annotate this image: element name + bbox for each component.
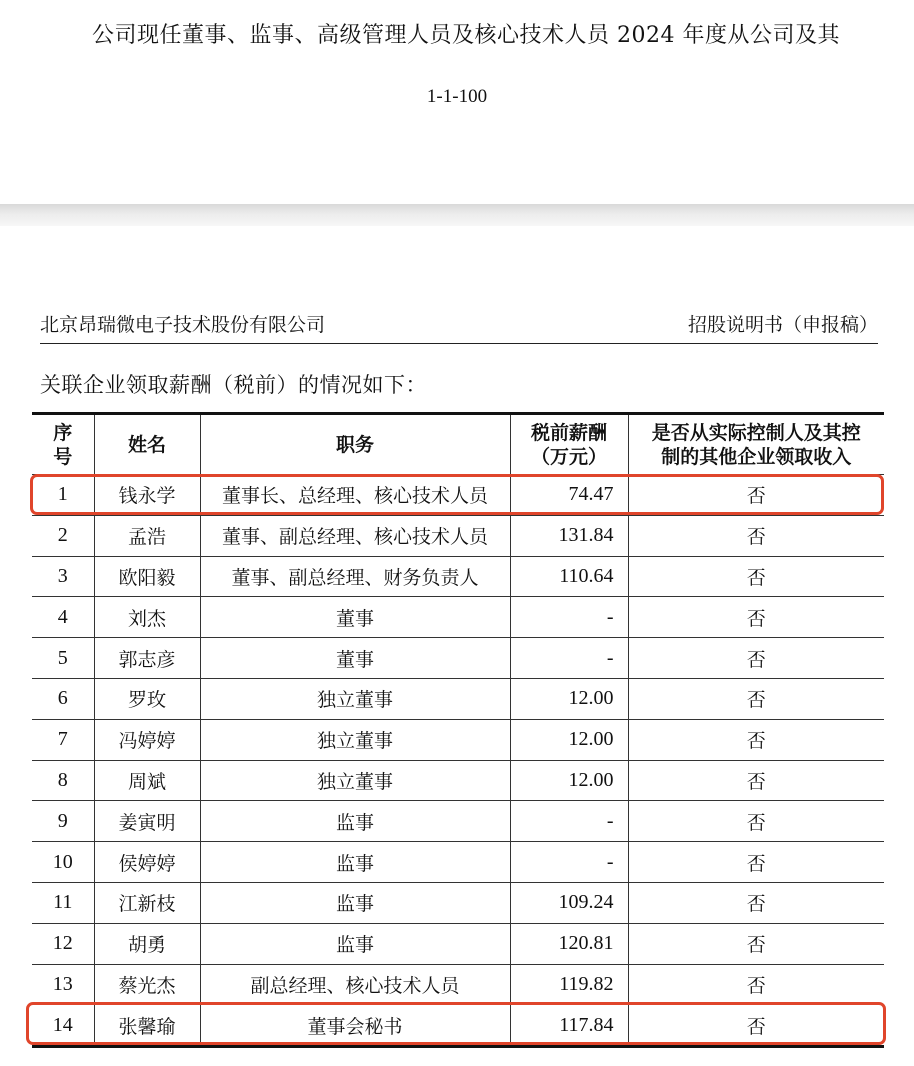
cell-pay: 120.81 <box>510 923 628 964</box>
cell-name: 郭志彦 <box>94 638 200 679</box>
cell-position: 董事、副总经理、核心技术人员 <box>200 515 510 556</box>
cell-other-income: 否 <box>628 801 884 842</box>
cell-other-income: 否 <box>628 923 884 964</box>
cell-position: 副总经理、核心技术人员 <box>200 964 510 1005</box>
cell-no: 12 <box>32 923 94 964</box>
header-position: 职务 <box>200 414 510 475</box>
cell-position: 董事会秘书 <box>200 1005 510 1047</box>
cell-other-income: 否 <box>628 842 884 883</box>
cell-name: 罗玫 <box>94 678 200 719</box>
cell-no: 4 <box>32 597 94 638</box>
header-name: 姓名 <box>94 414 200 475</box>
cell-position: 监事 <box>200 882 510 923</box>
cell-pay: 110.64 <box>510 556 628 597</box>
cell-pay: - <box>510 842 628 883</box>
cell-name: 侯婷婷 <box>94 842 200 883</box>
cell-other-income: 否 <box>628 556 884 597</box>
table-row <box>32 842 884 883</box>
cell-no: 10 <box>32 842 94 883</box>
cell-position: 独立董事 <box>200 719 510 760</box>
cell-position: 董事长、总经理、核心技术人员 <box>200 475 510 516</box>
cell-no: 8 <box>32 760 94 801</box>
previous-page-footer-line: 公司现任董事、监事、高级管理人员及核心技术人员 2024 年度从公司及其 <box>92 23 840 48</box>
cell-no: 7 <box>32 719 94 760</box>
cell-name: 姜寅明 <box>94 801 200 842</box>
cell-position: 监事 <box>200 923 510 964</box>
table-row <box>32 923 884 964</box>
cell-name: 冯婷婷 <box>94 719 200 760</box>
cell-position: 独立董事 <box>200 760 510 801</box>
cell-position: 董事 <box>200 638 510 679</box>
cell-no: 14 <box>32 1005 94 1047</box>
cell-pay: 12.00 <box>510 760 628 801</box>
cell-other-income: 否 <box>628 760 884 801</box>
cell-name: 胡勇 <box>94 923 200 964</box>
cell-name: 张馨瑜 <box>94 1005 200 1047</box>
document-type: 招股说明书（申报稿） <box>687 314 878 336</box>
highlight-box-row-1 <box>30 474 884 515</box>
table-row <box>32 638 884 679</box>
table-row <box>32 678 884 719</box>
cell-name: 蔡光杰 <box>94 964 200 1005</box>
cell-no: 5 <box>32 638 94 679</box>
cell-other-income: 否 <box>628 475 884 516</box>
cell-no: 2 <box>32 515 94 556</box>
cell-position: 监事 <box>200 801 510 842</box>
cell-other-income: 否 <box>628 678 884 719</box>
company-name: 北京昂瑞微电子技术股份有限公司 <box>40 314 326 336</box>
cell-pay: 12.00 <box>510 678 628 719</box>
cell-pay: 74.47 <box>510 475 628 516</box>
table-row <box>32 882 884 923</box>
cell-other-income: 否 <box>628 638 884 679</box>
cell-position: 董事、副总经理、财务负责人 <box>200 556 510 597</box>
cell-other-income: 否 <box>628 719 884 760</box>
page-header <box>40 310 878 344</box>
cell-name: 江新枝 <box>94 882 200 923</box>
cell-position: 独立董事 <box>200 678 510 719</box>
cell-no: 9 <box>32 801 94 842</box>
page-gap <box>0 204 914 226</box>
table-row <box>32 556 884 597</box>
header-pay: 税前薪酬 （万元） <box>510 414 628 475</box>
cell-no: 6 <box>32 678 94 719</box>
cell-pay: 117.84 <box>510 1005 628 1047</box>
cell-other-income: 否 <box>628 882 884 923</box>
cell-pay: 12.00 <box>510 719 628 760</box>
cell-pay: 109.24 <box>510 882 628 923</box>
cell-no: 11 <box>32 882 94 923</box>
cell-name: 钱永学 <box>94 475 200 516</box>
header-other-income: 是否从实际控制人及其控 制的其他企业领取收入 <box>628 414 884 475</box>
table-row <box>32 597 884 638</box>
intro-text: 关联企业领取薪酬（税前）的情况如下： <box>40 373 427 397</box>
cell-name: 孟浩 <box>94 515 200 556</box>
table-row <box>32 719 884 760</box>
cell-other-income: 否 <box>628 1005 884 1047</box>
cell-other-income: 否 <box>628 515 884 556</box>
cell-position: 董事 <box>200 597 510 638</box>
table-row <box>32 760 884 801</box>
table-row <box>32 964 884 1005</box>
cell-no: 3 <box>32 556 94 597</box>
cell-pay: 119.82 <box>510 964 628 1005</box>
cell-pay: - <box>510 801 628 842</box>
cell-pay: 131.84 <box>510 515 628 556</box>
cell-name: 周斌 <box>94 760 200 801</box>
cell-pay: - <box>510 638 628 679</box>
cell-other-income: 否 <box>628 964 884 1005</box>
cell-pay: - <box>510 597 628 638</box>
cell-no: 1 <box>32 475 94 516</box>
cell-name: 欧阳毅 <box>94 556 200 597</box>
page-number: 1-1-100 <box>426 86 488 107</box>
cell-name: 刘杰 <box>94 597 200 638</box>
cell-position: 监事 <box>200 842 510 883</box>
highlight-box-row-14 <box>26 1002 886 1045</box>
table-header-row <box>32 414 884 475</box>
table-row <box>32 801 884 842</box>
cell-other-income: 否 <box>628 597 884 638</box>
table-row <box>32 515 884 556</box>
cell-no: 13 <box>32 964 94 1005</box>
header-no: 序 号 <box>32 414 94 475</box>
